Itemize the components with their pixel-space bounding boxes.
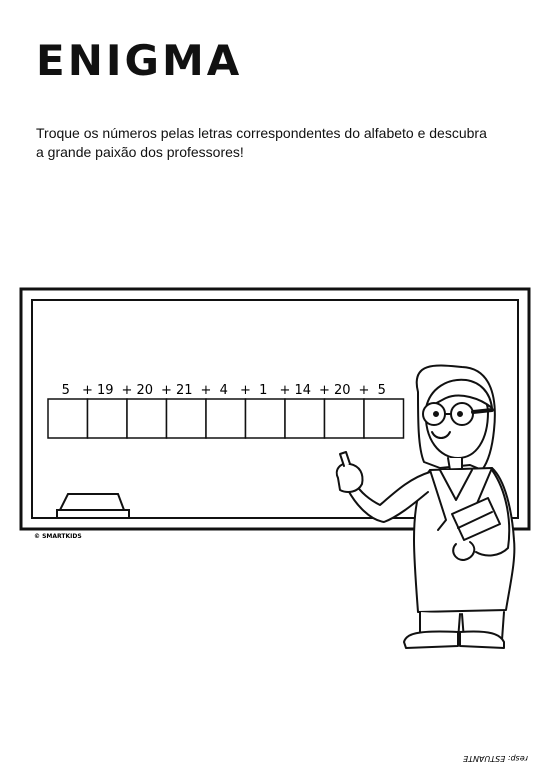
eraser-icon <box>57 494 129 518</box>
puzzle-number: 20 <box>136 383 154 398</box>
answer-box[interactable] <box>88 399 128 438</box>
plus-sign: + <box>82 383 93 398</box>
puzzle-number: 1 <box>259 383 268 398</box>
answer-box[interactable] <box>246 399 286 438</box>
puzzle-number: 14 <box>294 383 312 398</box>
plus-sign: + <box>121 383 133 398</box>
answer-box[interactable] <box>364 399 404 438</box>
plus-sign: + <box>240 383 251 398</box>
puzzle-number: 4 <box>219 383 228 398</box>
answer-box[interactable] <box>325 399 365 438</box>
instructions-line-1: Troque os números pelas letras correspondentes do alfabeto e descubra <box>36 125 487 141</box>
answer-box[interactable] <box>48 399 88 438</box>
plus-sign: + <box>279 383 291 398</box>
puzzle-number: 19 <box>96 383 114 398</box>
instructions-line-2: a grande paixão dos professores! <box>36 144 244 160</box>
puzzle-number: 5 <box>377 383 386 398</box>
plus-sign: + <box>200 383 212 398</box>
puzzle-equation <box>48 383 404 438</box>
answer-box[interactable] <box>206 399 246 438</box>
answer-box[interactable] <box>285 399 325 438</box>
upside-down-answer: resp: ESTUANTE <box>463 754 528 763</box>
puzzle-number: 21 <box>175 383 193 398</box>
page-title: ENIGMA <box>36 36 243 85</box>
credit-text: © SMARTKIDS <box>34 533 82 540</box>
plus-sign: + <box>358 383 370 398</box>
answer-box[interactable] <box>167 399 207 438</box>
plus-sign: + <box>319 383 330 398</box>
puzzle-number: 20 <box>333 383 351 398</box>
answer-box[interactable] <box>127 399 167 438</box>
puzzle-number: 5 <box>61 383 70 398</box>
plus-sign: + <box>161 383 172 398</box>
